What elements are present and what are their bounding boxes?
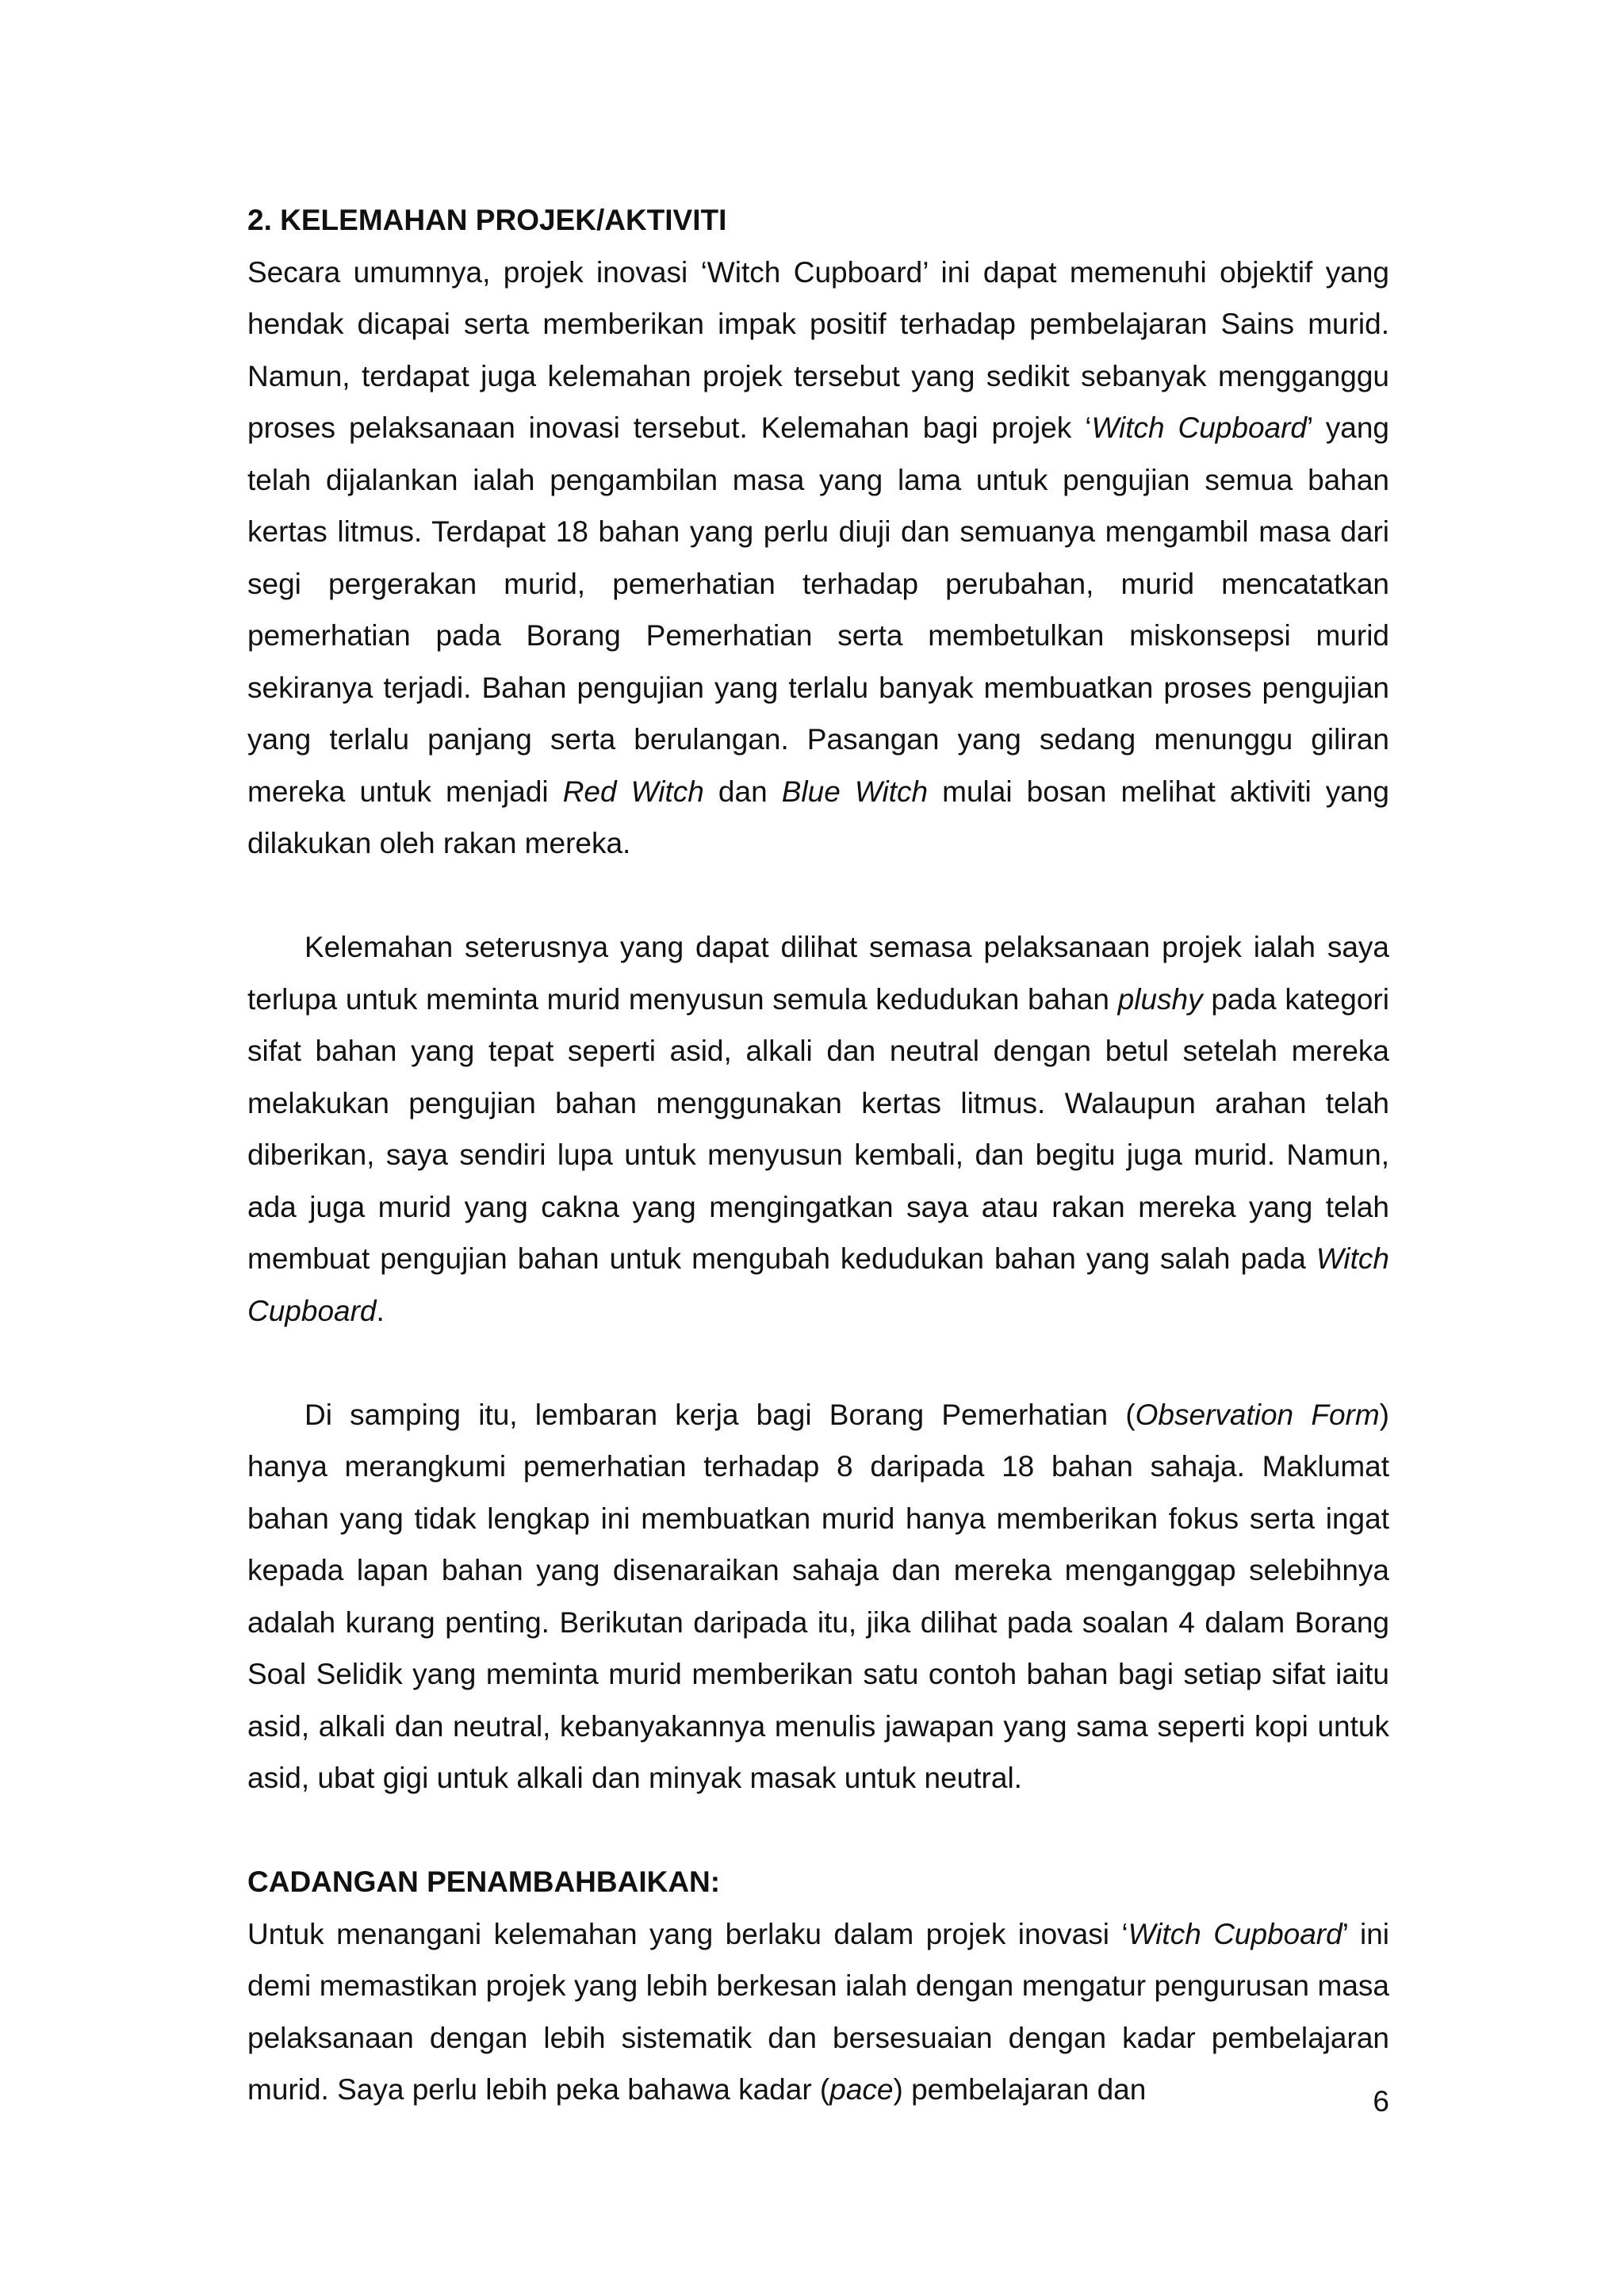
text-run: dan bbox=[703, 775, 782, 808]
text-run: ’ ini demi memastikan projek yang lebih berkesan ialah dengan mengatur pengurusan masa pelaksanaan dengan lebih sistematik dan bersesuaian dengan kadar pembelajaran murid. Saya perlu lebih peka bahawa kadar ( bbox=[247, 1917, 1389, 2106]
paragraph-weakness-plushy bbox=[247, 921, 1389, 1337]
italic-term: Blue Witch bbox=[781, 775, 929, 808]
improvement-heading: CADANGAN PENAMBAHBAIKAN: bbox=[247, 1866, 721, 1898]
page-number: 6 bbox=[1373, 2085, 1389, 2118]
text-run: mulai bosan melihat aktiviti yang dilakukan oleh rakan mereka. bbox=[247, 775, 1389, 859]
paragraph-gap bbox=[247, 870, 1389, 922]
paragraph-improvement bbox=[247, 1908, 1389, 2116]
text-run: ) hanya merangkumi pemerhatian terhadap 8 daripada 18 bahan sahaja. Maklumat bahan yang tidak lengkap ini membuatkan murid hanya memberikan fokus serta ingat kepada lapan bahan yang disenaraikan sahaja dan mereka menganggap selebihnya adalah kurang penting. Berikutan daripada itu, jika dilihat pada soalan 4 dalam Borang Soal Selidik yang meminta murid memberikan satu contoh bahan bagi setiap sifat iaitu asid, alkali dan neutral, kebanyakannya menulis jawapan yang sama seperti kopi untuk asid, ubat gigi untuk alkali dan minyak masak untuk neutral. bbox=[247, 1398, 1389, 1794]
paragraph-gap bbox=[247, 1804, 1389, 1857]
text-run: Kelemahan seterusnya yang dapat dilihat semasa pelaksanaan projek ialah saya terlupa untuk meminta murid menyusun semula kedudukan bahan bbox=[247, 931, 1389, 1016]
italic-term: pace bbox=[829, 2073, 894, 2106]
text-run: Secara umumnya, projek inovasi ‘Witch Cupboard’ ini dapat memenuhi objektif yang hendak dicapai serta memberikan impak positif terhadap pembelajaran Sains murid. Namun, terdapat juga kelemahan projek tersebut yang sedikit sebanyak mengganggu proses pelaksanaan inovasi tersebut. Kelemahan bagi projek ‘ bbox=[247, 255, 1389, 444]
italic-term: Witch Cupboard bbox=[247, 1242, 1389, 1327]
text-run: ’ yang telah dijalankan ialah pengambilan masa yang lama untuk pengujian semua bahan kertas litmus. Terdapat 18 bahan yang perlu diuji dan semuanya mengambil masa dari segi pergerakan murid, pemerhatian terhadap perubahan, murid mencatatkan pemerhatian pada Borang Pemerhatian serta membetulkan miskonsepsi murid sekiranya terjadi. Bahan pengujian yang terlalu banyak membuatkan proses pengujian yang terlalu panjang serta berulangan. Pasangan yang sedang menunggu giliran mereka untuk menjadi bbox=[247, 411, 1389, 808]
text-run: . bbox=[376, 1294, 385, 1327]
paragraph-gap bbox=[247, 1337, 1389, 1389]
section-heading: 2. KELEMAHAN PROJEK/AKTIVITI bbox=[247, 204, 727, 236]
text-run: Di samping itu, lembaran kerja bagi Borang Pemerhatian ( bbox=[304, 1398, 1136, 1431]
page-content bbox=[247, 194, 1389, 2116]
italic-term: plushy bbox=[1117, 982, 1203, 1016]
italic-term: Observation Form bbox=[1135, 1398, 1380, 1431]
text-run: pada kategori sifat bahan yang tepat seperti asid, alkali dan neutral dengan betul setelah mereka melakukan pengujian bahan menggunakan kertas litmus. Walaupun arahan telah diberikan, saya sendiri lupa untuk menyusun kembali, dan begitu juga murid. Namun, ada juga murid yang cakna yang mengingatkan saya atau rakan mereka yang telah membuat pengujian bahan untuk mengubah kedudukan bahan yang salah pada bbox=[247, 982, 1389, 1275]
italic-term: Witch Cupboard bbox=[1128, 1917, 1342, 1950]
italic-term: Witch Cupboard bbox=[1091, 411, 1308, 444]
text-run: Untuk menangani kelemahan yang berlaku dalam projek inovasi ‘ bbox=[247, 1917, 1128, 1950]
text-run: ) pembelajaran dan bbox=[893, 2073, 1147, 2106]
paragraph-weakness-time bbox=[247, 247, 1389, 870]
italic-term: Red Witch bbox=[562, 775, 704, 808]
paragraph-weakness-form bbox=[247, 1389, 1389, 1804]
